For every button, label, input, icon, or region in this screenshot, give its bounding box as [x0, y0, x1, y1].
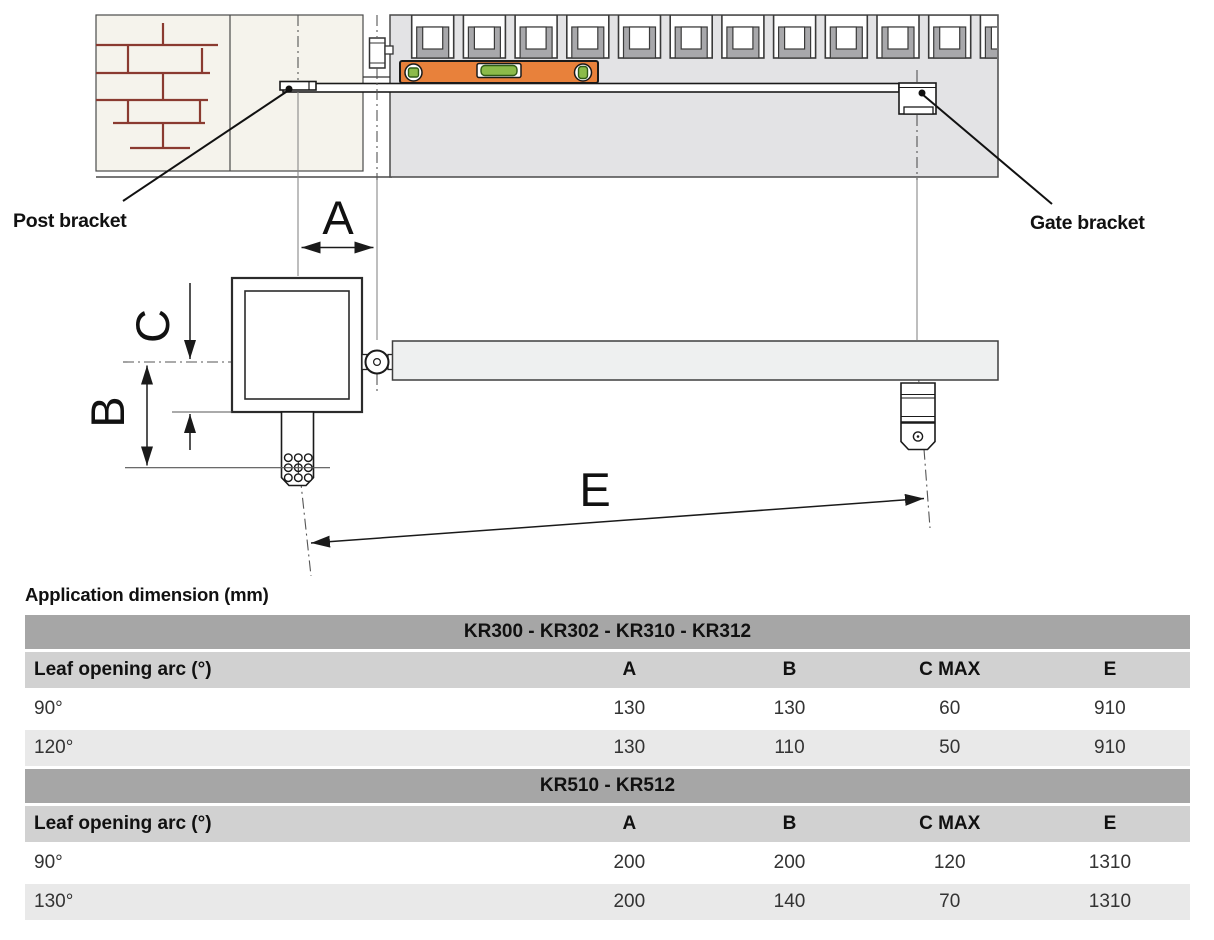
cell-b: 110: [774, 737, 805, 758]
dim-e-arrow: [311, 499, 924, 544]
col-header-leaf-arc: Leaf opening arc (°): [34, 659, 212, 680]
col-header-cmax: C MAX: [919, 659, 981, 680]
col-header-a: A: [622, 813, 637, 834]
actuator-arm: [283, 84, 899, 93]
table-row: [25, 884, 1190, 920]
table-section-header: [25, 615, 1190, 649]
cell-cmax: 50: [939, 737, 961, 758]
table-column-header-row: [25, 806, 1190, 842]
cell-b: 130: [773, 698, 806, 719]
col-header-b: B: [782, 813, 797, 834]
table-row: [25, 845, 1190, 881]
table-section-header: [25, 769, 1190, 803]
dim-a-label: A: [322, 191, 354, 244]
col-header-b: B: [782, 659, 797, 680]
gate-hinge: [363, 38, 393, 77]
cell-e: 1310: [1088, 852, 1132, 873]
cell-e: 910: [1094, 698, 1126, 719]
table-column-header-row: [25, 652, 1190, 688]
col-header-e: E: [1103, 659, 1117, 680]
wall-elevation: [96, 15, 363, 171]
cell-e: 910: [1094, 737, 1126, 758]
pivot-plan: [362, 351, 393, 374]
page-title: Application dimension (mm): [25, 584, 269, 605]
cell-arc: 130°: [34, 891, 74, 912]
table-row: [25, 730, 1190, 766]
spirit-level: [400, 61, 598, 83]
cell-a: 200: [613, 852, 646, 873]
col-header-e: E: [1103, 813, 1117, 834]
col-header-leaf-arc: Leaf opening arc (°): [34, 813, 212, 834]
cell-cmax: 60: [939, 698, 961, 719]
col-header-a: A: [622, 659, 637, 680]
col-header-cmax: C MAX: [919, 813, 981, 834]
cell-a: 130: [613, 698, 646, 719]
section-title: KR300 - KR302 - KR310 - KR312: [463, 621, 752, 642]
cell-arc: 90°: [34, 852, 63, 873]
cell-cmax: 120: [933, 852, 966, 873]
post-plan: [232, 278, 362, 412]
dimensions-table: [25, 612, 1190, 920]
dim-c-label: C: [126, 309, 179, 343]
post-bracket-label: Post bracket: [13, 210, 127, 232]
gate-bracket: [899, 83, 936, 114]
cell-e: 1310: [1088, 891, 1132, 912]
cell-b: 140: [773, 891, 806, 912]
gate-bracket-plan: [901, 383, 935, 450]
cell-a: 130: [613, 737, 646, 758]
cell-a: 200: [613, 891, 646, 912]
cell-b: 200: [773, 852, 806, 873]
cell-arc: 120°: [34, 737, 74, 758]
dim-e-label: E: [579, 463, 611, 516]
cell-cmax: 70: [939, 891, 961, 912]
table-row: [25, 691, 1190, 727]
post-bracket-plate-plan: [282, 412, 314, 486]
section-title: KR510 - KR512: [539, 775, 676, 796]
dim-b-label: B: [81, 396, 134, 428]
cell-arc: 90°: [34, 698, 63, 719]
gate-leaf-plan: [393, 341, 999, 380]
gate-bracket-label: Gate bracket: [1030, 212, 1145, 234]
